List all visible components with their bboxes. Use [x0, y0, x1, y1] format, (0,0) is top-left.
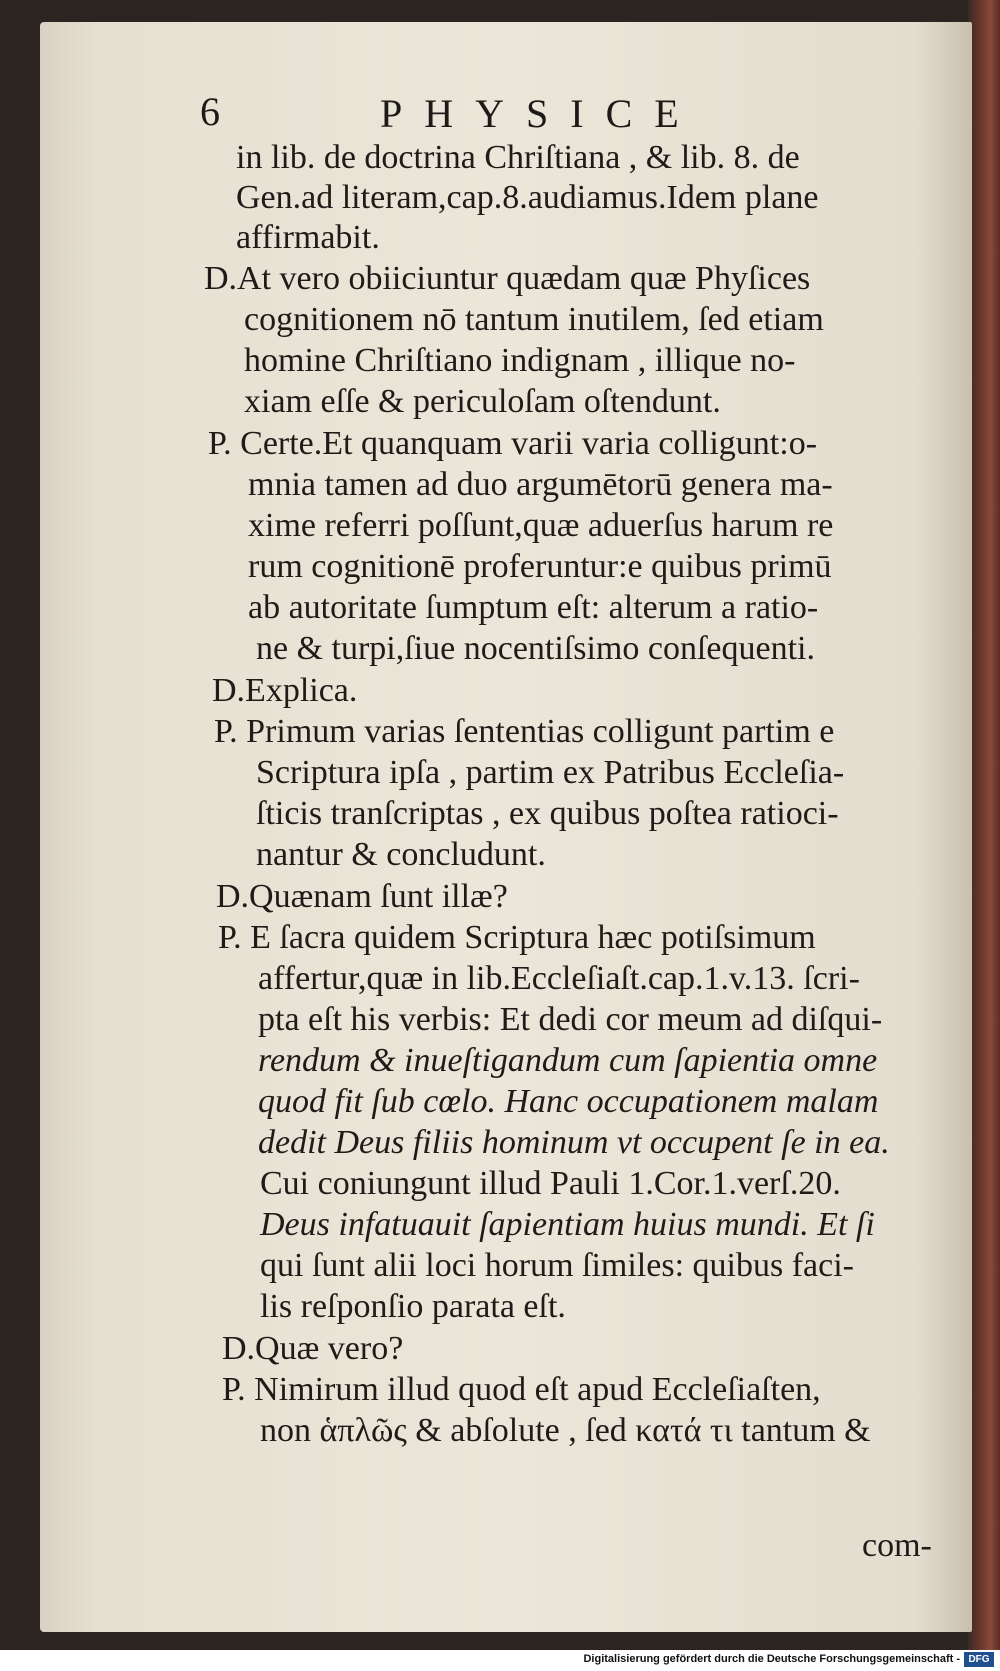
page-number: 6 [200, 89, 220, 134]
dfg-logo[interactable]: DFG [964, 1652, 994, 1667]
text-line: P. Certe.Et quanquam varii varia colligunt:o- [208, 425, 818, 462]
running-title: PHYSICE [380, 91, 701, 136]
text-line-italic: Deus infatuauit ſapientiam huius mundi. Et ſi [260, 1206, 875, 1243]
text-line: P. Primum varias ſententias colligunt partim e [214, 713, 835, 750]
text-line-italic: quod fit ſub cœlo. Hanc occupationem malam [258, 1083, 879, 1120]
text-line: mnia tamen ad duo argumētorū genera ma- [248, 466, 833, 503]
text-line: ſticis tranſcriptas , ex quibus poſtea ratioci- [256, 795, 839, 832]
text-line: Cui coniungunt illud Pauli 1.Cor.1.verſ.20. [260, 1165, 841, 1202]
text-line: D.At vero obiiciuntur quædam quæ Phyſices [204, 260, 811, 297]
text-line: homine Chriſtiano indignam , illique no- [244, 342, 796, 379]
text-line-italic: dedit Deus filiis hominum vt occupent ſe in ea. [258, 1124, 890, 1161]
text-line: cognitionem nō tantum inutilem, ſed etiam [244, 301, 824, 338]
catchword: com- [862, 1527, 932, 1564]
text-line: pta eſt his verbis: Et dedi cor meum ad diſqui- [258, 1001, 883, 1038]
text-line: xime referri poſſunt,quæ aduerſus harum re [248, 507, 834, 544]
text-line: ab autoritate ſumptum eſt: alterum a ratio- [248, 589, 819, 626]
funding-credit: Digitalisierung gefördert durch die Deutsche Forschungsgemeinschaft - [583, 1653, 960, 1665]
text-line: lis reſponſio parata eſt. [260, 1288, 566, 1325]
text-line: in lib. de doctrina Chriſtiana , & lib. 8. de [236, 139, 800, 176]
text-line: Scriptura ipſa , partim ex Patribus Eccleſia- [256, 754, 845, 791]
text-line-italic: rendum & inueſtigandum cum ſapientia omne [258, 1042, 878, 1079]
text-line: P. E ſacra quidem Scriptura hæc potiſsimum [218, 919, 816, 956]
text-line: non ἁπλῶς & abſolute , ſed κατά τι tantum & [260, 1412, 871, 1449]
text-line: affertur,quæ in lib.Eccleſiaſt.cap.1.v.13. ſcri- [258, 960, 860, 997]
text-line: D.Quæ vero? [222, 1330, 404, 1367]
text-line: affirmabit. [236, 219, 380, 256]
text-line: ne & turpi,ſiue nocentiſsimo conſequenti. [256, 630, 815, 667]
text-line: nantur & concludunt. [256, 836, 546, 873]
text-line: xiam eſſe & periculoſam oſtendunt. [244, 383, 721, 420]
text-line: D.Quænam ſunt illæ? [216, 878, 508, 915]
text-line: P. Nimirum illud quod eſt apud Eccleſiaſten, [222, 1371, 821, 1408]
text-line: Gen.ad literam,cap.8.audiamus.Idem plane [236, 179, 819, 216]
text-line: D.Explica. [212, 672, 358, 709]
text-line: rum cognitionē proferuntur:e quibus primū [248, 548, 832, 585]
text-line: qui ſunt alii loci horum ſimiles: quibus faci- [260, 1247, 854, 1284]
